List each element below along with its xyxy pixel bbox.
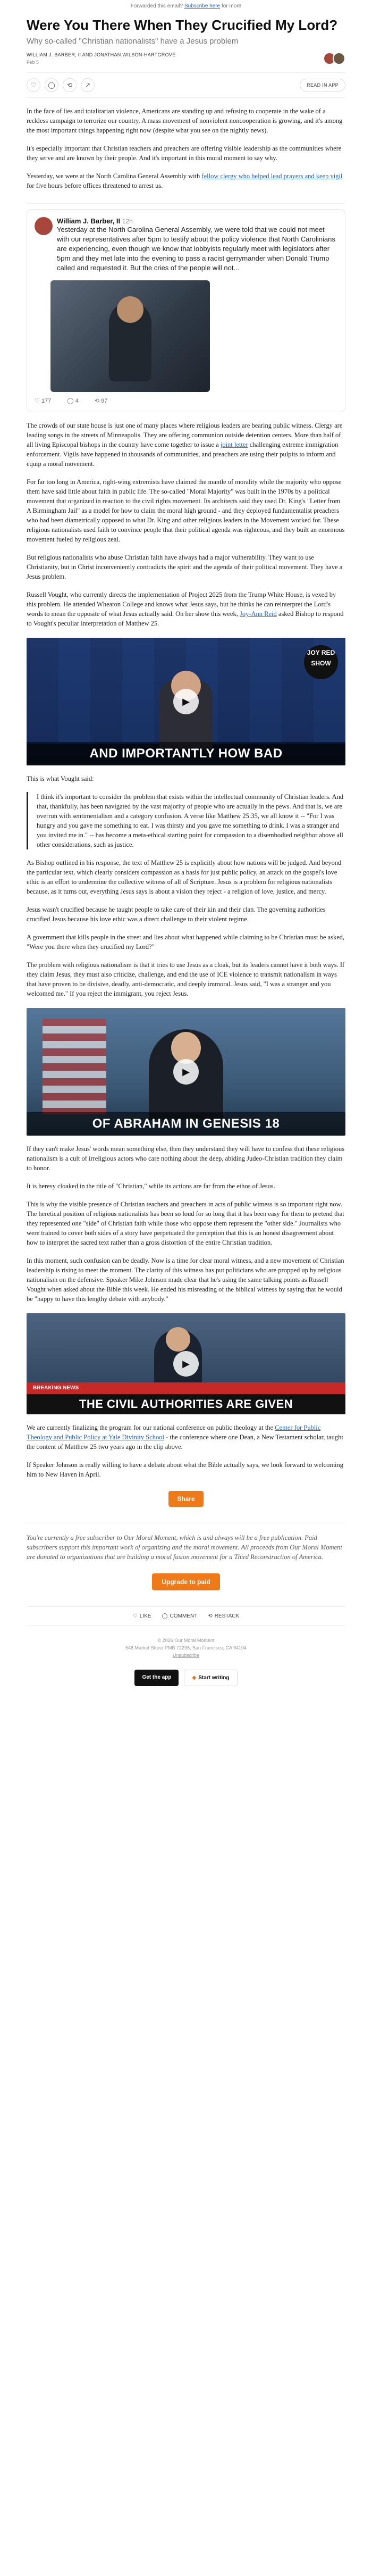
paragraph-text: - the conference where one Dean, a New Testament scholar, taught the content of Matthew 25 two years ago in the clip above.	[27, 1433, 343, 1450]
paragraph: This is why the visible presence of Christian teachers and preachers in acts of public witness is so important right now. The heretical position of religious nationalists has been so loud for so long that it has been easy for them to pretend that they represented one "side" of Christian faith while those who oppose them represent the "other side." Journalists who were trained to cover both sides of a story have perpetuated the perception that this is an honest disagreement about how to interpret the sacred text rather than a gross distortion of the entire Christian tradition.	[27, 1201, 344, 1246]
unsubscribe-link[interactable]: Unsubscribe	[172, 1653, 200, 1658]
joint-letter-link[interactable]: joint letter	[220, 441, 248, 448]
paragraph: In this moment, such confusion can be deadly. Now is a time for clear moral witness, and a new movement of Christian leadership is rising to meet the moment. The clarity of this witness has put politicians who are propped up by religious nationalism on the defensive. Speaker Mike Johnson made clear that he's using the same talking points as Russell Vought when asked about the Bible this week. He ended his misreading of the biblical witness by saying that he would be "happy to have this lengthy debate with anybody."	[27, 1257, 344, 1303]
restack-button[interactable]	[208, 1613, 239, 1619]
avatar[interactable]	[333, 52, 345, 65]
speaker-head	[166, 1327, 190, 1352]
note-author-name[interactable]: William J. Barber, II	[57, 217, 121, 225]
forward-banner	[0, 0, 372, 12]
restack-count: 97	[101, 398, 108, 404]
get-app-button[interactable]: Get the app	[134, 1670, 179, 1686]
paragraph-text: challenging extreme immigration enforcement. Vigils have happened in thousands of communities, and preachers are using their pulpits to inform and equip a moral movement.	[27, 441, 339, 468]
note-text: Yesterday at the North Carolina General Assembly, we were told that we could not meet with our representatives after 5pm to testify about the policy violence that North Carolinians are experiencing, even though we know that lobbyists regularly meet with legislators after 5pm and they met late into the evening to pass a racist gerrymander when Donald Trump called and requested it. But the cries of the people will not...	[57, 226, 335, 272]
upgrade-button-wrap	[27, 1573, 345, 1590]
paragraph: Jesus wasn't crucified because he taught people to take care of their kin and their clan. The governing authorities crucified Jesus because his love ethic was a direct challenge to their violent regime.	[27, 906, 326, 923]
video-embed[interactable]	[27, 1313, 345, 1414]
comment-icon[interactable]: ◯	[45, 78, 58, 92]
start-writing-label: Start writing	[198, 1675, 230, 1681]
restack-icon: ⟲	[94, 398, 100, 404]
like-count: 177	[41, 398, 52, 404]
restack-label: RESTACK	[214, 1613, 240, 1619]
article-title[interactable]: Were You There When They Crucified My Lord?	[27, 17, 338, 33]
author-names[interactable]: WILLIAM J. BARBER, II AND JONATHAN WILSON-HARTGROVE	[27, 52, 176, 57]
article-column	[27, 17, 345, 1686]
article-subtitle: Why so-called "Christian nationalists" have a Jesus problem	[27, 37, 239, 46]
note-comments[interactable]	[67, 397, 79, 404]
comment-button[interactable]	[162, 1613, 197, 1619]
subscription-text: You're currently a free subscriber to Our Moral Moment, which is and always will be a free publication. Paid subscribers support this important work of organizing and the moral movement. All proceeds from Our Moral Moment are donated to organizations that are building a moral fusion movement for a Third Reconstruction of America.	[27, 1534, 342, 1561]
paragraph-text: The crowds of our state house is just one of many places where religious leaders are bearing public witness. Clergy are leading songs in the streets of Minneapolis. They are offering communion outside detention centers. More than half of all living Episcopal bishops in the country have come together to issue a	[27, 422, 343, 448]
note-restacks[interactable]	[95, 397, 108, 404]
like-icon: ♡	[35, 398, 40, 404]
show-logo: JOY RED SHOW	[304, 645, 338, 679]
restack-icon: ⟲	[208, 1613, 213, 1619]
embedded-note[interactable]	[27, 209, 345, 412]
quote-text: I think it's important to consider the problem that exists within the intellectual community of Christian leaders. And that, thankfully, has been navigated by the vast majority of people who are actually in the pews. And that is, we are overrun with sentimentalism and a category confusion. A verse like Matthew 25:35, we all know it -- "For I was hungry and you gave me something to eat. I was thirsty and you gave me something to drink. I was a stranger and you invited me in." -- has become a meta-ethical starting point for compassion to a disembodied neighbor above all other considerations, such as justice.	[37, 793, 344, 848]
note-stats	[35, 397, 337, 404]
person-head	[117, 296, 143, 323]
joy-ann-reid-link[interactable]: Joy-Ann Reid	[239, 610, 277, 618]
start-writing-button[interactable]	[184, 1670, 237, 1686]
breaking-news-banner: BREAKING NEWS	[27, 1382, 345, 1394]
forward-tail: for more	[220, 3, 242, 9]
video-caption: THE CIVIL AUTHORITIES ARE GIVEN	[27, 1394, 345, 1414]
divider	[27, 203, 345, 204]
paragraph-text: Russell Vought, who currently directs the implementation of Project 2025 from the Trump White House, is vexed by this problem. He attended Wheaton College and knows what Jesus says, but he thinks he can reinterpret the Lord's words to mean the opposite of what Jesus actually said. On her show this week,	[27, 591, 336, 618]
action-bar	[27, 72, 345, 98]
upgrade-button[interactable]: Upgrade to paid	[152, 1573, 219, 1590]
fellow-clergy-link[interactable]: fellow clergy who helped lead prayers and keep vigil	[201, 172, 343, 180]
note-image[interactable]	[50, 280, 210, 392]
flag-backdrop	[43, 1019, 106, 1114]
address: 548 Market Street PMB 72296, San Francisco, CA 94104	[125, 1645, 247, 1650]
like-icon: ♡	[132, 1613, 138, 1619]
note-author[interactable]	[57, 217, 337, 225]
blockquote	[27, 792, 345, 849]
share-button[interactable]: Share	[168, 1491, 203, 1507]
forward-text: Forwarded this email?	[130, 3, 184, 9]
like-icon[interactable]: ♡	[27, 78, 40, 92]
paragraph: The problem with religious nationalism is that it tries to use Jesus as a cloak, but its leaders cannot have it both ways. If they claim Jesus, they must also criticize, challenge, and end the use of ICE violence to transmit nationalism in ways that have proven to be divisive, deadly, anti-democratic, and deeply immoral. Jesus said, "I was a stranger and you welcomed me." If you reject the immigrant, you reject Jesus.	[27, 961, 345, 997]
like-button[interactable]	[133, 1613, 151, 1619]
paragraph: This is what Vought said:	[27, 775, 94, 782]
byline	[27, 52, 345, 65]
paragraph: As Bishop outlined in his response, the text of Matthew 25 is explicitly about how nations will be judged. And beyond the particular text, which clearly considers compassion as a basis for just public policy, an attack on the gospel's love ethic is an effort to undermine the collective witness of all of Scripture. Jesus is a problem for religious nationalists because, as it turns out, everything Jesus says is about a vision they reject - a religion of love, justice, and mercy.	[27, 859, 342, 895]
comment-count: 4	[75, 398, 79, 404]
video-embed[interactable]	[27, 1008, 345, 1136]
author-avatars[interactable]	[323, 52, 345, 65]
publish-date: Feb 5	[27, 60, 39, 65]
comment-icon: ◯	[162, 1613, 168, 1619]
paragraph: For far too long in America, right-wing extremists have claimed the mantle of morality while the majority who oppose them have said little about faith in public life. The so-called "Moral Majority" was built in the 1970s by a political movement that organized in reaction to the civil rights movement. Its architects said they used Dr. King's "Letter from A Birmingham Jail" as a model for how to claim the moral high ground - and they deployed fundamentalist preachers who had been diametrically opposed to what Dr. King and other religious leaders in the Movement worked for. These religious nationalists used faith to convince people that their political agenda was righteous, and they built an enormous movement fueled by religious zeal.	[27, 478, 345, 543]
read-in-app-button[interactable]: READ IN APP	[300, 79, 345, 91]
play-icon[interactable]: ▶	[173, 1351, 199, 1377]
like-label: LIKE	[139, 1613, 151, 1619]
yale-center-link[interactable]: Center for Public Theology and Public Policy at Yale Divinity School	[27, 1424, 321, 1441]
comment-label: COMMENT	[170, 1613, 198, 1619]
video-embed[interactable]	[27, 638, 345, 765]
paragraph-text: We are currently finalizing the program for our national conference on public theology at the	[27, 1424, 275, 1431]
paragraph: If they can't make Jesus' words mean something else, then they understand they will have to confess that these religious nationalism is a cult of irreligious actors who care nothing about the deep, abiding Judeo-Christian tradition they claim to honor.	[27, 1145, 345, 1172]
paragraph: It is heresy cloaked in the title of "Christian," while its actions are far from the ethos of Jesus.	[27, 1182, 275, 1190]
paragraph-text: for five hours before offices threatened to arrest us.	[27, 182, 163, 189]
copyright: © 2026 Our Moral Moment	[157, 1638, 215, 1643]
paragraph	[27, 590, 345, 628]
paragraph-text: Yesterday, we were at the North Carolina General Assembly with	[27, 172, 202, 180]
restack-icon[interactable]: ⟲	[63, 78, 77, 92]
paragraph: But religious nationalists who abuse Christian faith have always had a major vulnerability. They want to use Christianity, but in Christ inconveniently contradicts the spirit and the agenda of their political movement. They have a Jesus problem.	[27, 554, 343, 580]
app-buttons	[27, 1670, 345, 1686]
paragraph: It's especially important that Christian teachers and preachers are offering visible leadership as the communities where they serve and are known by their people. And it's important in this moral moment to say why.	[27, 145, 342, 162]
video-caption: OF ABRAHAM IN GENESIS 18	[27, 1112, 345, 1136]
footer	[27, 1637, 345, 1659]
comment-icon: ◯	[67, 398, 74, 404]
subscription-note	[27, 1523, 345, 1562]
play-icon[interactable]: ▶	[173, 689, 199, 714]
paragraph: If Speaker Johnson is really willing to have a debate about what the Bible actually says, we look forward to welcoming him to New Haven in April.	[27, 1461, 344, 1478]
video-caption: AND IMPORTANTLY HOW BAD	[27, 742, 345, 765]
note-likes[interactable]	[35, 397, 51, 404]
paragraph	[27, 171, 345, 190]
paragraph	[27, 421, 345, 469]
play-icon[interactable]: ▶	[173, 1059, 199, 1085]
paragraph	[27, 1423, 345, 1452]
subscribe-link[interactable]: Subscribe here	[184, 3, 221, 9]
paragraph-text: asked Bishop to respond to Vought's peculiar interpretation of Matthew 25.	[27, 610, 344, 627]
note-time: 12h	[122, 218, 133, 225]
substack-icon: ◆	[192, 1675, 197, 1681]
paragraph: In the face of lies and totalitarian violence, Americans are standing up and refusing to cooperate in the wake of a reckless campaign to terrorize our country. A mass movement of nonviolent noncooperation is growing, and it's among the most important things happening right now (despite what you see on the nightly news).	[27, 107, 343, 134]
paragraph: A government that kills people in the street and lies about what happened while claiming to be Christian must be asked, "Were you there when they crucified my Lord?"	[27, 933, 345, 951]
avatar[interactable]	[35, 217, 53, 235]
bottom-action-bar	[27, 1606, 345, 1626]
share-icon[interactable]: ↗	[81, 78, 95, 92]
share-button-wrap	[27, 1491, 345, 1507]
